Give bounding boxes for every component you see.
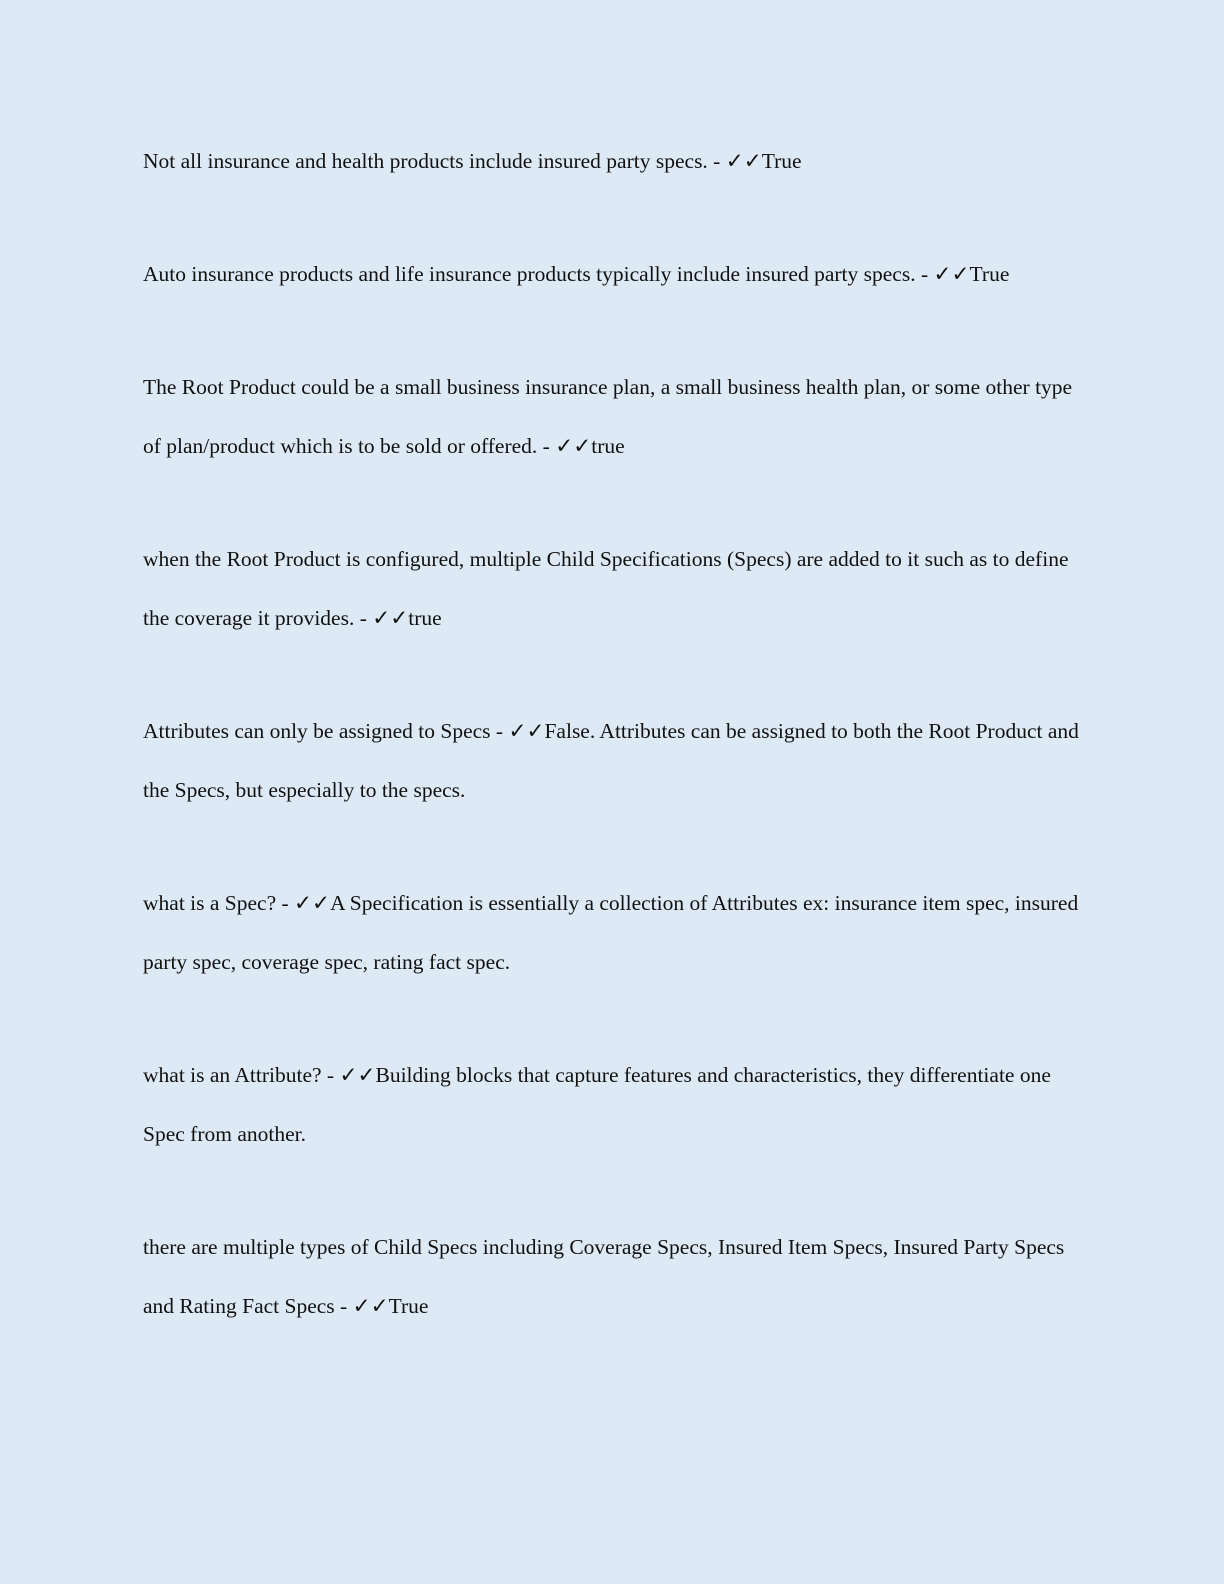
answer-text: ✓✓True <box>352 1294 429 1318</box>
question-text: what is a Spec? - <box>143 891 295 915</box>
answer-text: ✓✓A Specification is essentially a collection of Attributes ex: insurance item spec, insured party spec, coverage spec, rating fact spec. <box>143 891 1079 974</box>
qa-item <box>143 874 1083 992</box>
answer-text: ✓✓True <box>933 262 1010 286</box>
question-text: Not all insurance and health products include insured party specs. - <box>143 149 726 173</box>
qa-item <box>143 1218 1083 1336</box>
answer-text: ✓✓False. Attributes can be assigned to both the Root Product and the Specs, but especially to the specs. <box>143 719 1079 802</box>
question-text: when the Root Product is configured, multiple Child Specifications (Specs) are added to it such as to define the coverage it provides. - <box>143 547 1069 630</box>
qa-item <box>143 1046 1083 1164</box>
question-text: there are multiple types of Child Specs including Coverage Specs, Insured Item Specs, Insured Party Specs and Rating Fact Specs - <box>143 1235 1065 1318</box>
question-text: The Root Product could be a small business insurance plan, a small business health plan, or some other type of plan/product which is to be sold or offered. - <box>143 375 1073 458</box>
qa-item <box>143 358 1083 476</box>
question-text: Attributes can only be assigned to Specs - <box>143 719 509 743</box>
qa-list <box>143 132 1083 1390</box>
qa-item <box>143 245 1083 304</box>
qa-item <box>143 530 1083 648</box>
answer-text: ✓✓True <box>725 149 802 173</box>
answer-text: ✓✓Building blocks that capture features and characteristics, they differentiate one Spec from another. <box>143 1063 1051 1146</box>
question-text: Auto insurance products and life insurance products typically include insured party specs. - <box>143 262 934 286</box>
qa-item <box>143 132 1083 191</box>
qa-item <box>143 702 1083 820</box>
answer-text: ✓✓true <box>372 606 442 630</box>
question-text: what is an Attribute? - <box>143 1063 340 1087</box>
answer-text: ✓✓true <box>555 434 625 458</box>
